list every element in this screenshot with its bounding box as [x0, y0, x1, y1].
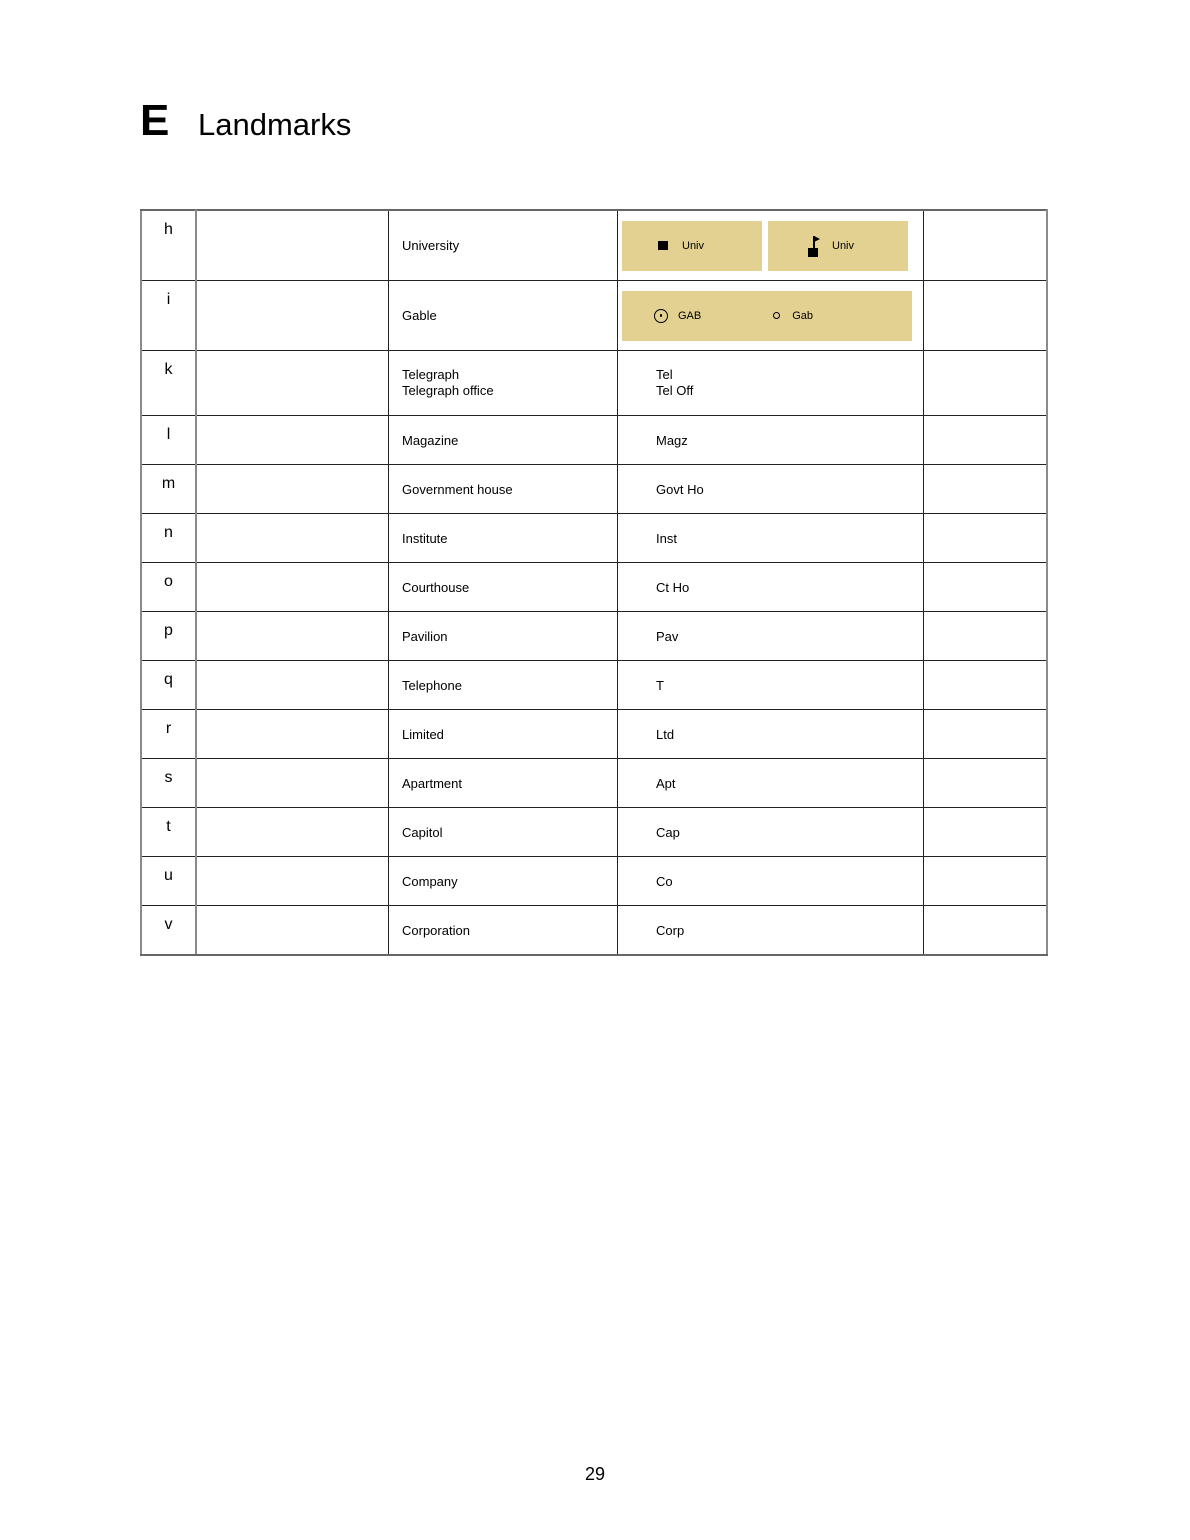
empty-cell — [196, 514, 389, 563]
table-row — [141, 514, 1047, 563]
symbol-label: Gab — [792, 309, 814, 322]
row-term: Institute — [389, 514, 618, 563]
row-term: Company — [389, 857, 618, 906]
row-abbr: Cap — [618, 808, 924, 857]
empty-cell — [924, 710, 1048, 759]
dot-circle-icon — [654, 309, 668, 323]
empty-cell — [196, 465, 389, 514]
term-line: Telegraph — [402, 367, 460, 382]
empty-cell — [924, 210, 1048, 281]
row-term: Gable — [389, 281, 618, 351]
row-key: i — [141, 281, 196, 351]
empty-cell — [196, 351, 389, 416]
row-abbr: Magz — [618, 416, 924, 465]
empty-cell — [196, 612, 389, 661]
row-key: q — [141, 661, 196, 710]
row-abbr: Inst — [618, 514, 924, 563]
row-term: Courthouse — [389, 563, 618, 612]
row-key: v — [141, 906, 196, 956]
row-abbr: Ltd — [618, 710, 924, 759]
row-term: Government house — [389, 465, 618, 514]
section-title: Landmarks — [198, 107, 352, 142]
abbr-line: Tel — [656, 367, 673, 382]
row-key: l — [141, 416, 196, 465]
empty-cell — [196, 857, 389, 906]
table-row — [141, 612, 1047, 661]
empty-cell — [196, 808, 389, 857]
row-key: s — [141, 759, 196, 808]
section-letter: E — [140, 96, 170, 145]
row-term: Pavilion — [389, 612, 618, 661]
table-row — [141, 281, 1047, 351]
row-term: Apartment — [389, 759, 618, 808]
landmarks-table — [140, 209, 1048, 956]
symbol-label: Univ — [682, 239, 705, 252]
row-key: h — [141, 210, 196, 281]
empty-cell — [924, 612, 1048, 661]
empty-cell — [924, 759, 1048, 808]
symbol-cell — [618, 210, 924, 281]
empty-cell — [924, 416, 1048, 465]
row-term: Corporation — [389, 906, 618, 956]
row-abbr — [618, 351, 924, 416]
empty-cell — [924, 465, 1048, 514]
symbol-swatch — [622, 291, 912, 341]
row-key: k — [141, 351, 196, 416]
table-row — [141, 759, 1047, 808]
filled-square-icon — [658, 241, 668, 250]
row-key: r — [141, 710, 196, 759]
flag-square-icon — [808, 235, 818, 257]
table-row — [141, 906, 1047, 956]
row-key: u — [141, 857, 196, 906]
row-key: p — [141, 612, 196, 661]
page-number: 29 — [584, 1464, 606, 1484]
row-key: t — [141, 808, 196, 857]
empty-cell — [924, 281, 1048, 351]
row-term: Capitol — [389, 808, 618, 857]
empty-cell — [924, 906, 1048, 956]
empty-cell — [196, 759, 389, 808]
row-term — [389, 351, 618, 416]
symbol-cell — [618, 281, 924, 351]
row-abbr: T — [618, 661, 924, 710]
table-row — [141, 210, 1047, 281]
symbol-swatch — [768, 221, 908, 271]
table-row — [141, 808, 1047, 857]
empty-cell — [924, 563, 1048, 612]
row-abbr: Ct Ho — [618, 563, 924, 612]
row-key: o — [141, 563, 196, 612]
table-row — [141, 351, 1047, 416]
table-row — [141, 465, 1047, 514]
table-row — [141, 661, 1047, 710]
row-abbr: Co — [618, 857, 924, 906]
row-term: Telephone — [389, 661, 618, 710]
row-abbr: Apt — [618, 759, 924, 808]
table-row — [141, 416, 1047, 465]
empty-cell — [196, 710, 389, 759]
term-line: Telegraph office — [402, 383, 494, 398]
row-term: University — [389, 210, 618, 281]
abbr-line: Tel Off — [656, 383, 694, 398]
table-row — [141, 710, 1047, 759]
row-term: Magazine — [389, 416, 618, 465]
empty-cell — [924, 661, 1048, 710]
row-key: m — [141, 465, 196, 514]
page-title — [140, 96, 351, 146]
row-abbr: Corp — [618, 906, 924, 956]
empty-cell — [924, 808, 1048, 857]
row-key: n — [141, 514, 196, 563]
row-abbr: Govt Ho — [618, 465, 924, 514]
empty-cell — [196, 563, 389, 612]
empty-cell — [924, 857, 1048, 906]
table-row — [141, 857, 1047, 906]
empty-cell — [196, 281, 389, 351]
empty-cell — [196, 416, 389, 465]
row-abbr: Pav — [618, 612, 924, 661]
symbol-label: Univ — [832, 239, 855, 252]
row-term: Limited — [389, 710, 618, 759]
symbol-label: GAB — [678, 309, 702, 322]
empty-cell — [196, 906, 389, 956]
empty-cell — [924, 514, 1048, 563]
table-row — [141, 563, 1047, 612]
empty-cell — [196, 661, 389, 710]
open-circle-icon — [773, 312, 780, 319]
empty-cell — [924, 351, 1048, 416]
symbol-swatch — [622, 221, 762, 271]
empty-cell — [196, 210, 389, 281]
